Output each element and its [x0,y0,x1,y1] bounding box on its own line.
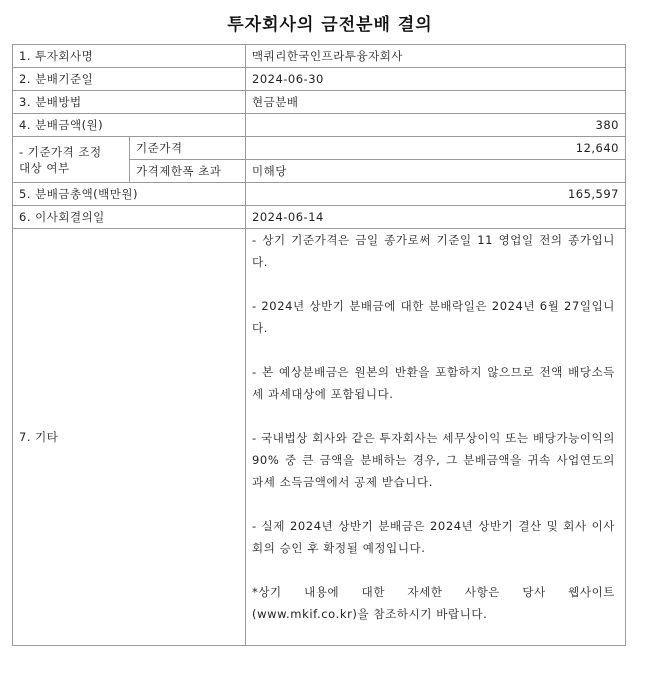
table-row [13,45,626,68]
distribution-method-value: 현금분배 [246,91,626,114]
board-resolution-date-value: 2024-06-14 [246,206,626,229]
row-label: 3. 분배방법 [13,91,246,114]
total-distribution-value: 165,597 [246,183,626,206]
table-row [13,229,626,646]
table-row [13,114,626,137]
note-paragraph: - 국내법상 회사와 같은 투자회사는 세무상이익 또는 배당가능이익의 90% 중 큰 금액을 분배하는 경우, 그 분배금액을 귀속 사업연도의 과세 소득금액에서 공제 받습니다. [252,431,615,489]
row-label: 5. 분배금총액(백만원) [13,183,246,206]
group-label-line: - 기준가격 조정 [19,144,102,159]
row-label: 4. 분배금액(원) [13,114,246,137]
group-label-line: 대상 여부 [19,160,70,175]
row-sublabel: 기준가격 [130,137,246,160]
row-label: 1. 투자회사명 [13,45,246,68]
note-paragraph: - 실제 2024년 상반기 분배금은 2024년 상반기 결산 및 회사 이사회의 승인 후 확정될 예정입니다. [252,519,615,555]
company-name-value: 맥쿼리한국인프라투융자회사 [246,45,626,68]
record-date-value: 2024-06-30 [246,68,626,91]
row-sublabel: 가격제한폭 초과 [130,160,246,183]
table-row [13,137,626,160]
row-label: 6. 이사회결의일 [13,206,246,229]
disclosure-table [12,44,626,646]
table-row [13,206,626,229]
row-label: 2. 분배기준일 [13,68,246,91]
page-title: 투자회사의 금전분배 결의 [227,15,433,35]
price-adjustment-group-label [13,137,130,183]
note-paragraph: - 본 예상분배금은 원본의 반환을 포함하지 않으므로 전액 배당소득세 과세대상에 포함됩니다. [252,365,615,401]
table-row [13,91,626,114]
price-limit-value: 미해당 [246,160,626,183]
note-paragraph: - 2024년 상반기 분배금에 대한 분배락일은 2024년 6월 27일입니다. [252,299,615,335]
base-price-value: 12,640 [246,137,626,160]
table-row [13,68,626,91]
other-notes [246,229,626,646]
table-row [13,183,626,206]
note-paragraph: - 상기 기준가격은 금일 종가로써 기준일 11 영업일 전의 종가입니다. [252,233,615,269]
note-paragraph: *상기 내용에 대한 자세한 사항은 당사 웹사이트 (www.mkif.co.kr)을 참조하시기 바랍니다. [252,585,615,621]
distribution-amount-value: 380 [246,114,626,137]
row-label: 7. 기타 [13,229,246,646]
